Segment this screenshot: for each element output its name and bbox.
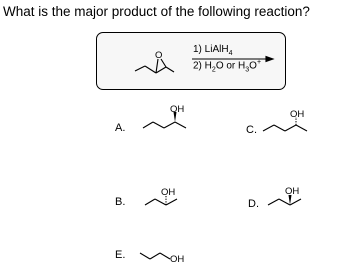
choice-e-label[interactable]: E.	[115, 249, 126, 261]
choice-b-oh-atom: OH	[161, 187, 176, 198]
choice-d-label[interactable]: D.	[248, 198, 259, 210]
epoxide-oxygen-atom: O	[155, 50, 163, 61]
choice-c-label[interactable]: C.	[246, 124, 257, 136]
choice-b-label[interactable]: B.	[115, 196, 126, 208]
choice-d-oh-atom: OH	[285, 186, 300, 197]
choice-c-oh-atom: OH	[290, 109, 305, 120]
choice-a-label[interactable]: A.	[115, 122, 126, 134]
choice-e-oh-atom: OH	[170, 254, 185, 265]
reagent-step-1: 1) LiAlH$_4$	[193, 44, 233, 57]
choice-a-oh-atom: OH	[170, 104, 185, 115]
question-text: What is the major product of the following reaction?	[3, 4, 310, 19]
reactant-epoxide	[135, 59, 174, 73]
choice-e-structure	[140, 253, 170, 259]
reaction-arrow	[192, 57, 273, 62]
reagent-step-2: 2) $H_2O$ or $H_3O^+$	[193, 59, 262, 74]
